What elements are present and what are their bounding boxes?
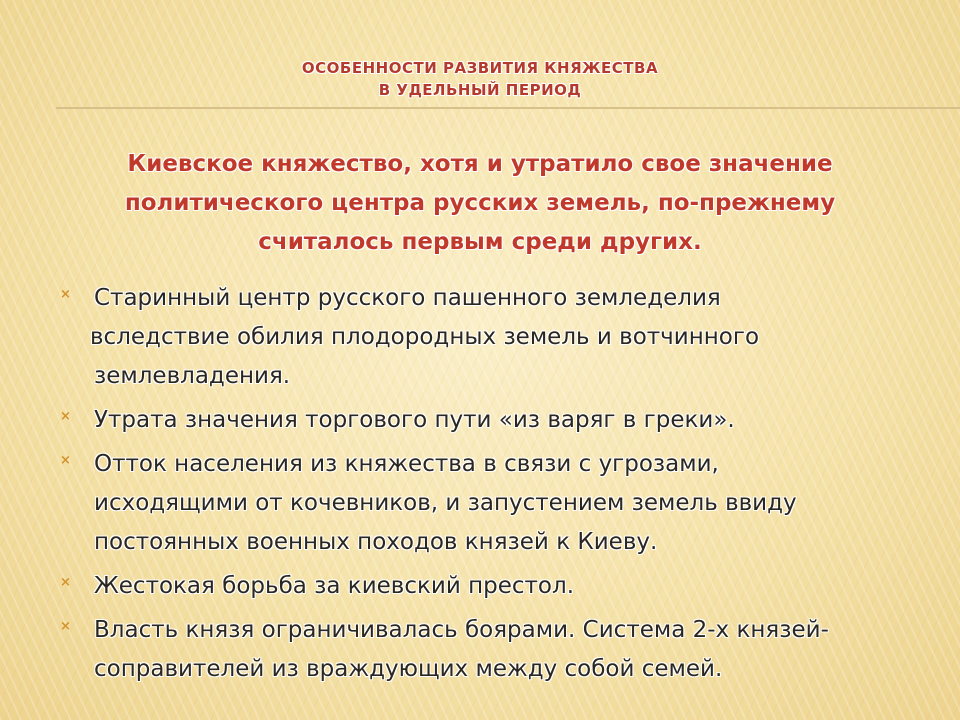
bullet-x-icon: × xyxy=(60,575,71,590)
subtitle-line-3: считалось первым среди других. xyxy=(258,229,702,255)
bullet-line: исходящими от кочевников, и запустением земель ввиду xyxy=(94,490,797,516)
bullet-item xyxy=(60,445,940,562)
bullet-line: землевладения. xyxy=(94,363,291,389)
bullet-x-icon: × xyxy=(60,409,71,424)
bullet-line: Утрата значения торгового пути «из варяг в греки». xyxy=(94,407,735,433)
slide-subtitle xyxy=(70,145,890,262)
slide-title xyxy=(0,57,960,101)
slide-title-line-2: В УДЕЛЬНЫЙ ПЕРИОД xyxy=(378,81,582,99)
title-divider xyxy=(56,107,960,109)
bullet-item xyxy=(60,279,940,318)
bullet-x-icon: × xyxy=(60,619,71,634)
subtitle-line-2: политического центра русских земель, по-прежнему xyxy=(124,190,836,216)
bullet-list xyxy=(60,279,940,694)
bullet-x-icon: × xyxy=(60,453,71,468)
slide-title-line-1: ОСОБЕННОСТИ РАЗВИТИЯ КНЯЖЕСТВА xyxy=(301,59,659,77)
bullet-line: постоянных военных походов князей к Киеву. xyxy=(94,529,658,555)
bullet-line: Жестокая борьба за киевский престол. xyxy=(94,573,575,599)
bullet-item xyxy=(60,401,940,440)
bullet-x-icon: × xyxy=(60,287,71,302)
bullet-line: вследствие обилия плодородных земель и вотчинного xyxy=(90,324,760,350)
bullet-line: Старинный центр русского пашенного земледелия xyxy=(94,285,721,311)
bullet-item xyxy=(60,567,940,606)
bullet-continuation xyxy=(60,318,940,396)
bullet-item xyxy=(60,611,940,689)
bullet-line: Власть князя ограничивалась боярами. Система 2-х князей- xyxy=(94,617,829,643)
bullet-line: Отток населения из княжества в связи с угрозами, xyxy=(94,451,719,477)
subtitle-line-1: Киевское княжество, хотя и утратило свое значение xyxy=(127,151,833,177)
bullet-line: соправителей из враждующих между собой семей. xyxy=(94,656,723,682)
